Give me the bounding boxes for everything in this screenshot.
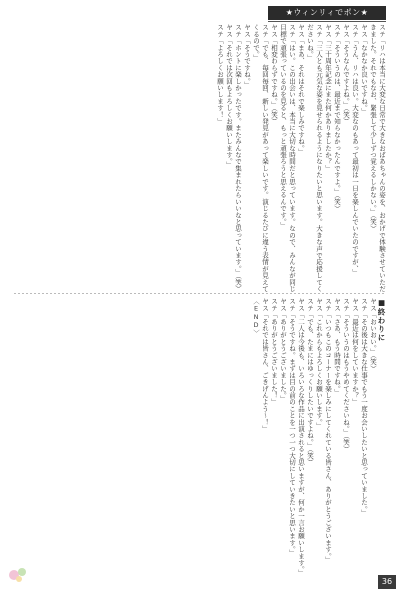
dialogue-line: ステ「三人とも元気な姿を見せられるようになりたいと思います。大きな声で応援してくださいね。」 [306, 24, 323, 292]
dialogue-line: ヤス「なかなか良いですね。」 [360, 24, 368, 115]
dialogue-line: ステ「でも、毎回毎回、新しい発見があって楽しいです。演じるたびに違う表情が見えてくるので。」 [252, 24, 269, 292]
dialogue-line: ヤス「二人は今後も、いろいろな作品に出演されると思いますが、何か一言お願いします。」 [297, 298, 305, 577]
dialogue-line: ヤス「これからもよろしくお願いします。」 [315, 298, 323, 429]
top-vertical-text [14, 24, 386, 292]
end-mark: 〈END〉 [252, 298, 260, 336]
dialogue-line: ヤス「おいおい。」（笑） [369, 298, 377, 372]
dialogue-line: ステ「うん、リハは良い。大変なのもあって最初は一日を楽しんでいたのですが、」 [351, 24, 359, 276]
dialogue-line: ステ「ホントに楽しかったです。またみんなで集まれたらいいなと思っています。」（笑） [234, 24, 242, 292]
dialogue-line: ステ「その後は大きな仕事でもう一度お会いしたいと思っていました。」 [360, 298, 368, 516]
dialogue-line: ステ「でも、たまにはゆっくりしたいですよね。」（笑） [306, 298, 314, 466]
section-banner: ★ウィンリィでポン★ [268, 6, 386, 20]
flower-decoration-icon [6, 563, 32, 585]
dialogue-line: ヤス「相変わらずですね。」（笑） [270, 24, 278, 125]
dialogue-line: ステ「リハは本当に大変な日常で大きなおばあちゃんの姿を、おかげで体験させていただきました。それでもなお、緊張して少しずつ覚えるしかない。」（笑） [369, 24, 386, 292]
dialogue-line: ステ「ありがとうございました！」 [270, 298, 278, 406]
dialogue-line: ヤス「まあ、それはそれで楽しみですね。」 [297, 24, 305, 155]
top-text-block [14, 24, 386, 292]
dialogue-line: ステ「いつもこのコーナーを楽しみにしてくれている皆さん、ありがとうございます。」 [324, 298, 332, 563]
bottom-text-block [14, 298, 386, 578]
dialogue-line: ステ「そういうのはもうやめてくださいね。」（笑） [342, 298, 350, 453]
bottom-vertical-text [14, 298, 386, 578]
dialogue-line: ヤス「そうなんですよね。」（笑） [342, 24, 350, 125]
dialogue-line: ヤス「それでは次回もよろしくお願いします。」 [225, 24, 233, 169]
dialogue-line: ステ「はい。この出会いは、本当に大切な時間だと思っています。なので、みんなが同じ目標で頑張っているのを見ると、もっと頑張ろうと思えるんです。」 [279, 24, 296, 292]
dialogue-line: ヤス「最近は何をしていますか？」 [351, 298, 359, 406]
section-heading: ■終わりに [377, 298, 386, 342]
dialogue-line: ヤス「三十周年記念にまた何かありましたか？」 [324, 24, 332, 172]
dialogue-line: ヤス「さあ、もう時間ですね。」 [333, 298, 341, 396]
banner-underline [268, 21, 386, 22]
page-divider [14, 293, 386, 294]
dialogue-line: ヤス「そうですね。」 [243, 24, 251, 88]
dialogue-line: ステ「そうですね。まずは目の前のことを一つ一つ大切にしていきたいと思います。」 [288, 298, 296, 557]
dialogue-line: ヤス「ありがとうございました。」 [279, 298, 287, 402]
dialogue-line: ステ「よろしくお願いします！」 [216, 24, 224, 125]
dialogue-line: ステ「そういうのは、最近まで知らなかったんですよ。」（笑） [333, 24, 341, 212]
dialogue-line: ヤス「それでは皆さん、ごきげんよう～！」 [261, 298, 269, 432]
page-number: 36 [378, 575, 396, 589]
